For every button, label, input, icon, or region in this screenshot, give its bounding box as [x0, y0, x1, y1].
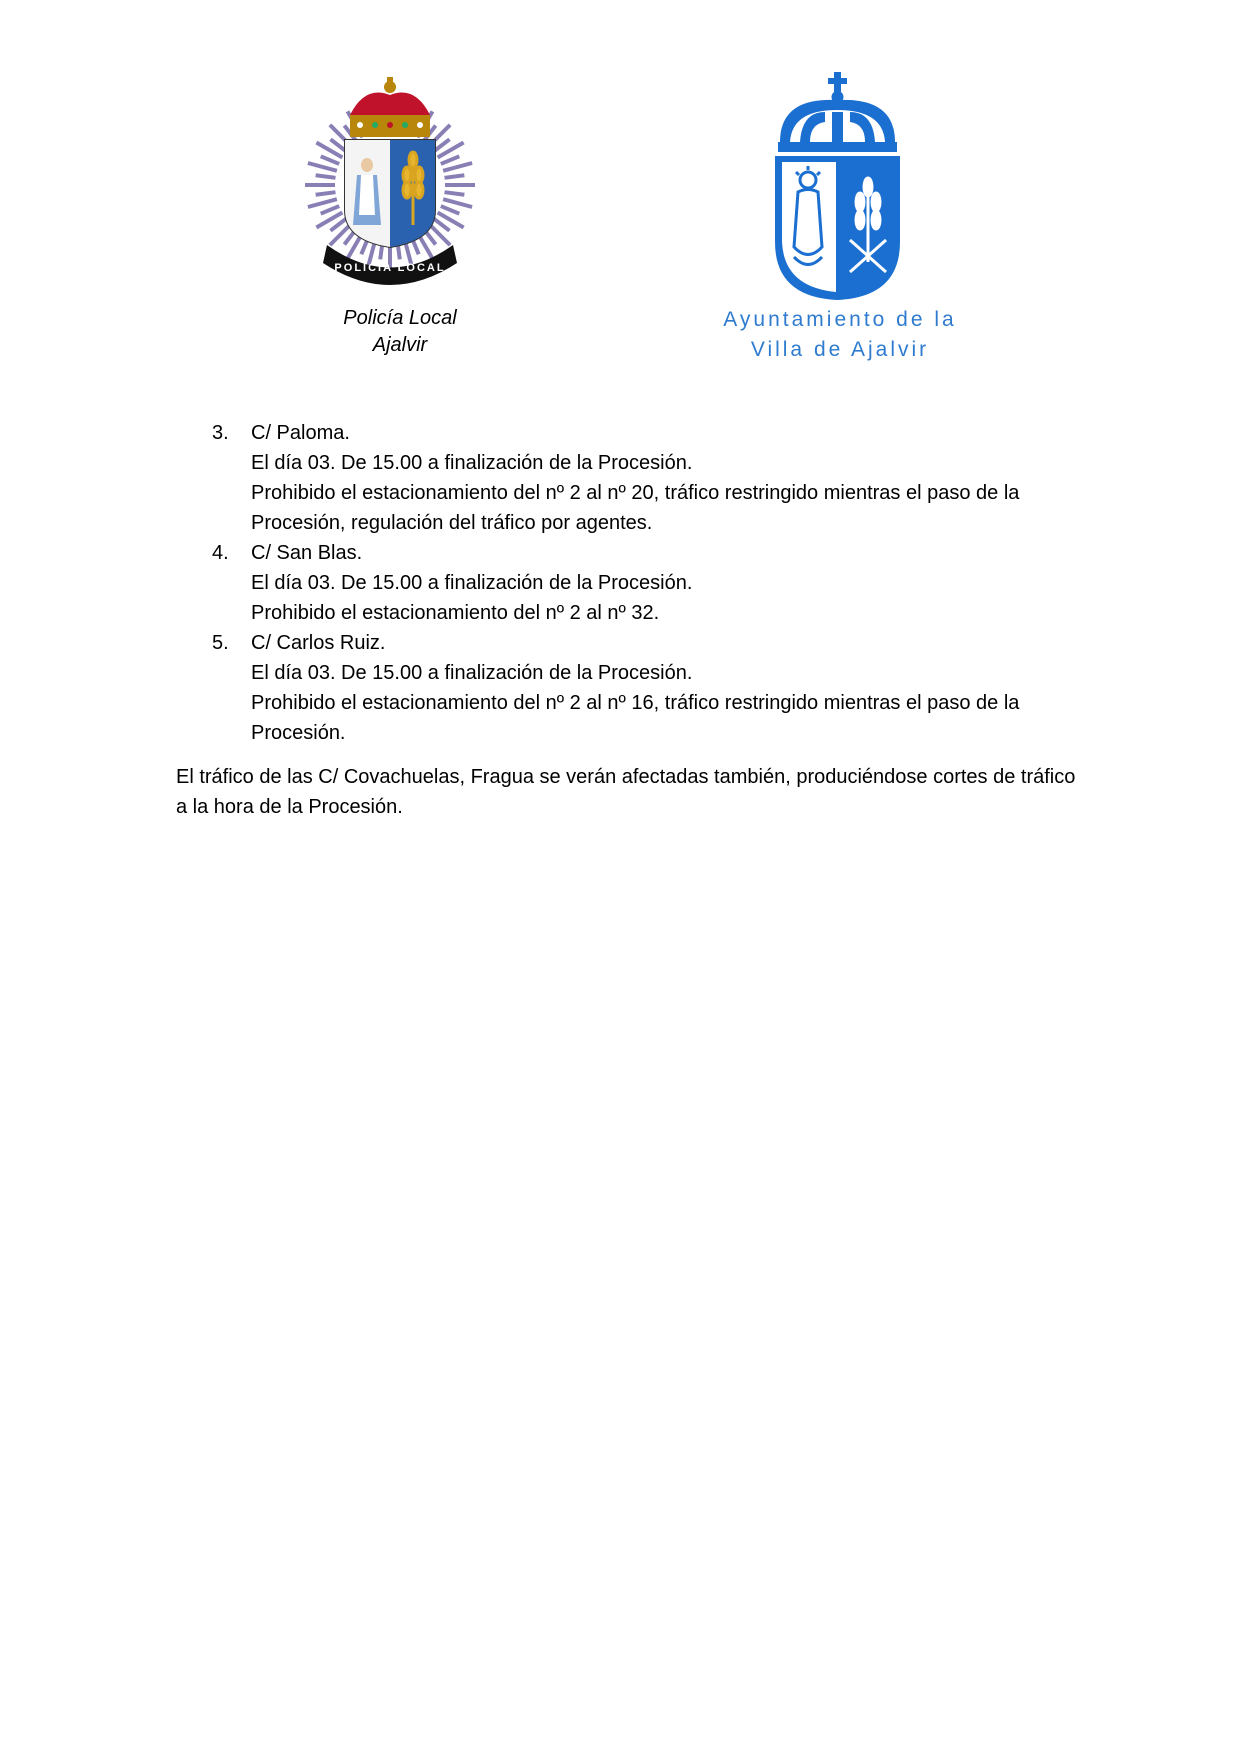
street-restrictions-list [212, 418, 1072, 748]
badge-ray [321, 156, 339, 164]
list-item [212, 418, 1072, 538]
schedule-text: El día 03. De 15.00 a finalización de la Procesión. [251, 572, 693, 594]
schedule-text: El día 03. De 15.00 a finalización de la Procesión. [251, 662, 693, 684]
ayuntamiento-coat-of-arms-icon [770, 72, 905, 307]
city-caption-line2: Villa de Ajalvir [750, 338, 930, 361]
schedule-text: El día 03. De 15.00 a finalización de la Procesión. [251, 452, 693, 474]
restriction-text: Prohibido el estacionamiento del nº 2 al nº 32. [251, 602, 660, 624]
badge-ray [441, 156, 459, 164]
street-name: C/ San Blas. [251, 542, 363, 564]
list-item-number: 4. [212, 542, 229, 564]
badge-ray [316, 192, 336, 195]
policia-local-badge-icon [305, 75, 475, 300]
restriction-text: Prohibido el estacionamiento del nº 2 al nº 16, tráfico restringido mientras el paso de la Procesión. [251, 692, 1020, 744]
badge-ray [316, 175, 336, 178]
closing-paragraph: El tráfico de las C/ Covachuelas, Fragua se verán afectadas también, produciéndose cortes de tráfico a la hora de la Procesión. [176, 766, 1076, 818]
badge-ray [308, 199, 337, 207]
street-name: C/ Carlos Ruiz. [251, 632, 386, 654]
badge-ray [443, 163, 472, 171]
list-item-number: 5. [212, 632, 229, 654]
list-item [212, 628, 1072, 748]
police-caption-line1: Policía Local [343, 307, 457, 329]
badge-ray [321, 206, 339, 214]
badge-ray [443, 199, 472, 207]
city-caption-line1: Ayuntamiento de la [723, 308, 957, 331]
badge-ray [445, 192, 465, 195]
police-caption-line2: Ajalvir [372, 334, 428, 356]
list-item-number: 3. [212, 422, 229, 444]
badge-ray [445, 175, 465, 178]
badge-ray [308, 163, 337, 171]
badge-ray [441, 206, 459, 214]
badge-text: POLICÍA LOCAL [334, 262, 446, 274]
police-caption [300, 305, 500, 359]
city-caption [690, 305, 990, 365]
street-name: C/ Paloma. [251, 422, 350, 444]
list-item [212, 538, 1072, 628]
svg-text:POLICÍA LOCAL [334, 261, 445, 274]
restriction-text: Prohibido el estacionamiento del nº 2 al nº 20, tráfico restringido mientras el paso de la Procesión, regulación del tráfico por agentes. [251, 482, 1020, 534]
